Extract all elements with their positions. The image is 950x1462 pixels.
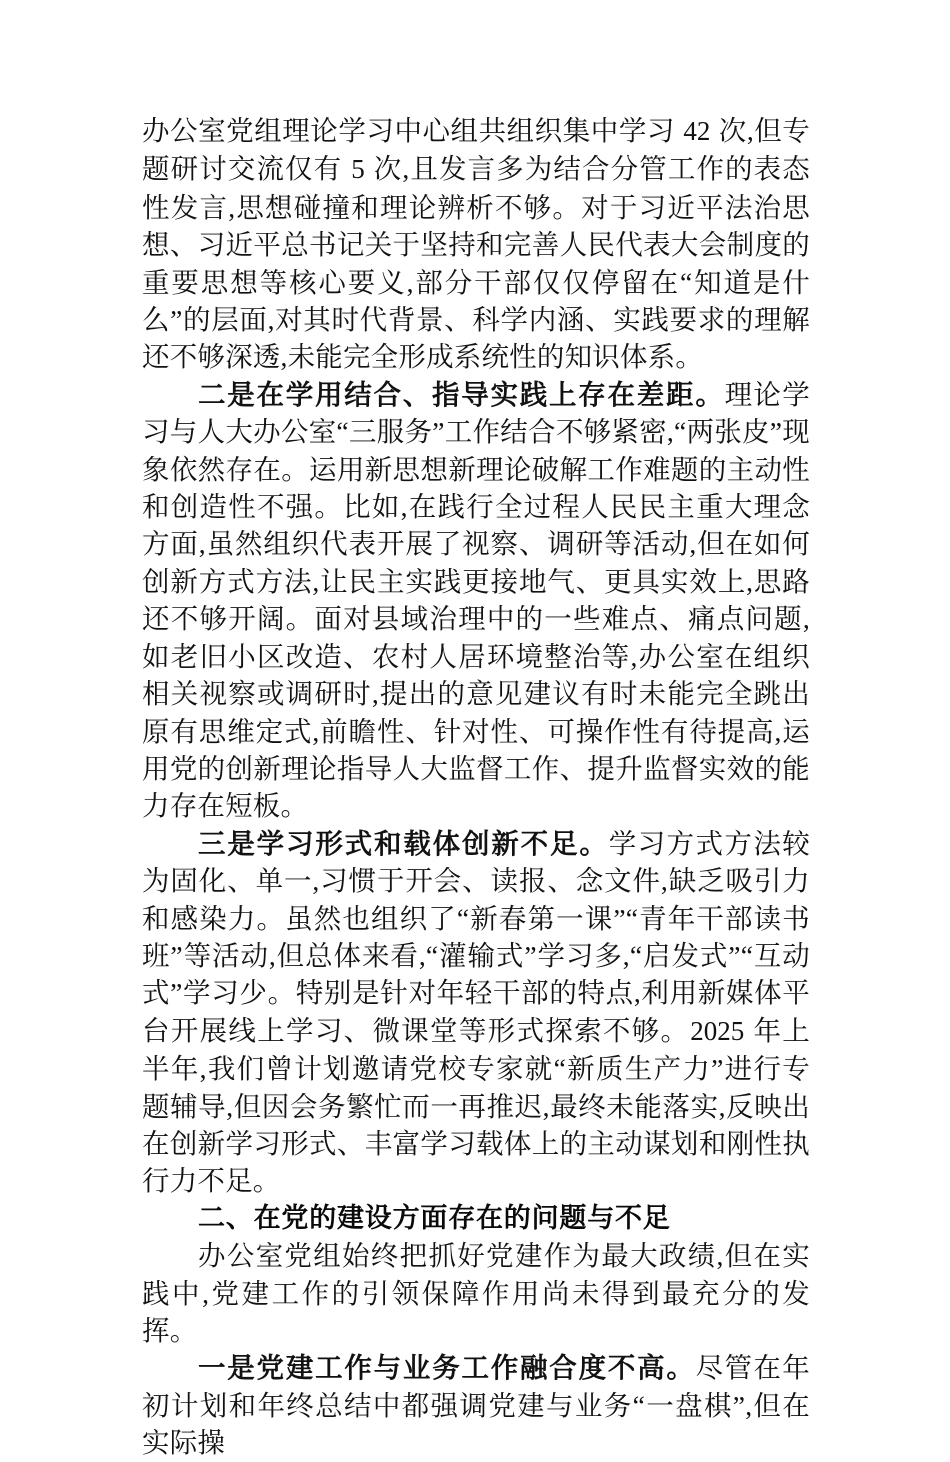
paragraph-text: 学习方式方法较为固化、单一,习惯于开会、读报、念文件,缺乏吸引力和感染力。虽然也组织了“新春第一课”“青年干部读书班”等活动,但总体来看,“灌输式”学习多,“启发式”“互动式”学习少。特别是针对年轻干部的特点,利用新媒体平台开展线上学习、微课堂等形式探索不够。 xyxy=(142,827,810,1046)
inline-number: 42 xyxy=(683,116,711,146)
paragraph-item-one-party-business-integration xyxy=(142,1349,810,1461)
paragraph-text: 次,且发言多为结合分管工作的表态性发言,思想碰撞和理论辨析不够。对于习近平法治思想、习近平总书记关于坚持和完善人民代表大会制度的重要思想等核心要义,部分干部仅仅停留在“知道是什么”的层面,对其时代背景、科学内涵、实践要求的理解还不够深透,未能完全形成系统性的知识体系。 xyxy=(142,153,810,373)
inline-number: 2025 xyxy=(690,1015,745,1046)
paragraph-item-two-learning-application xyxy=(142,376,810,825)
paragraph-text: 理论学习与人大办公室“三服务”工作结合不够紧密,“两张皮”现象依然存在。运用新思想新理论破解工作难题的主动性和创造性不强。比如,在践行全过程人民民主重大理念方面,虽然组织代表开展了视察、调研等活动,但在如何创新方式方法,让民主实践更接地气、更具实效上,思路还不够开阔。面对县域治理中的一些难点、痛点问题,如老旧小区改造、农村人居环境整治等,办公室在组织相关视察或调研时,提出的意见建议有时未能完全跳出原有思维定式,前瞻性、针对性、可操作性有待提高,运用党的创新理论指导人大监督工作、提升监督实效的能力存在短板。 xyxy=(142,378,810,822)
paragraph-text: 次,但专题研讨交流仅有 xyxy=(142,115,811,185)
paragraph-item-three-learning-format xyxy=(142,825,810,1200)
section-heading-party-building: 二、在党的建设方面存在的问题与不足 xyxy=(198,1202,671,1234)
paragraph-lead-in: 二是在学用结合、指导实践上存在差距。 xyxy=(198,378,725,410)
paragraph-continuation-study-center xyxy=(142,112,810,376)
paragraph-lead-in: 三是学习形式和载体创新不足。 xyxy=(198,827,609,859)
paragraph-party-building-intro xyxy=(142,1237,810,1349)
text-column xyxy=(142,112,810,1462)
inline-number: 5 xyxy=(351,154,365,185)
paragraph-text: 办公室党组始终把抓好党建作为最大政绩,但在实践中,党建工作的引领保障作用尚未得到最充分的发挥。 xyxy=(142,1240,810,1346)
paragraph-text: 办公室党组理论学习中心组共组织集中学习 xyxy=(142,115,683,146)
paragraph-text: 年上半年,我们曾计划邀请党校专家就“新质生产力”进行专题辅导,但因会务繁忙而一再推迟,最终未能落实,反映出在创新学习形式、丰富学习载体上的主动谋划和刚性执行力不足。 xyxy=(142,1014,810,1197)
paragraph-lead-in: 一是党建工作与业务工作融合度不高。 xyxy=(198,1352,696,1384)
paragraph-text: 尽管在年初计划和年终总结中都强调党建与业务“一盘棋”,但在实际操 xyxy=(142,1352,810,1459)
